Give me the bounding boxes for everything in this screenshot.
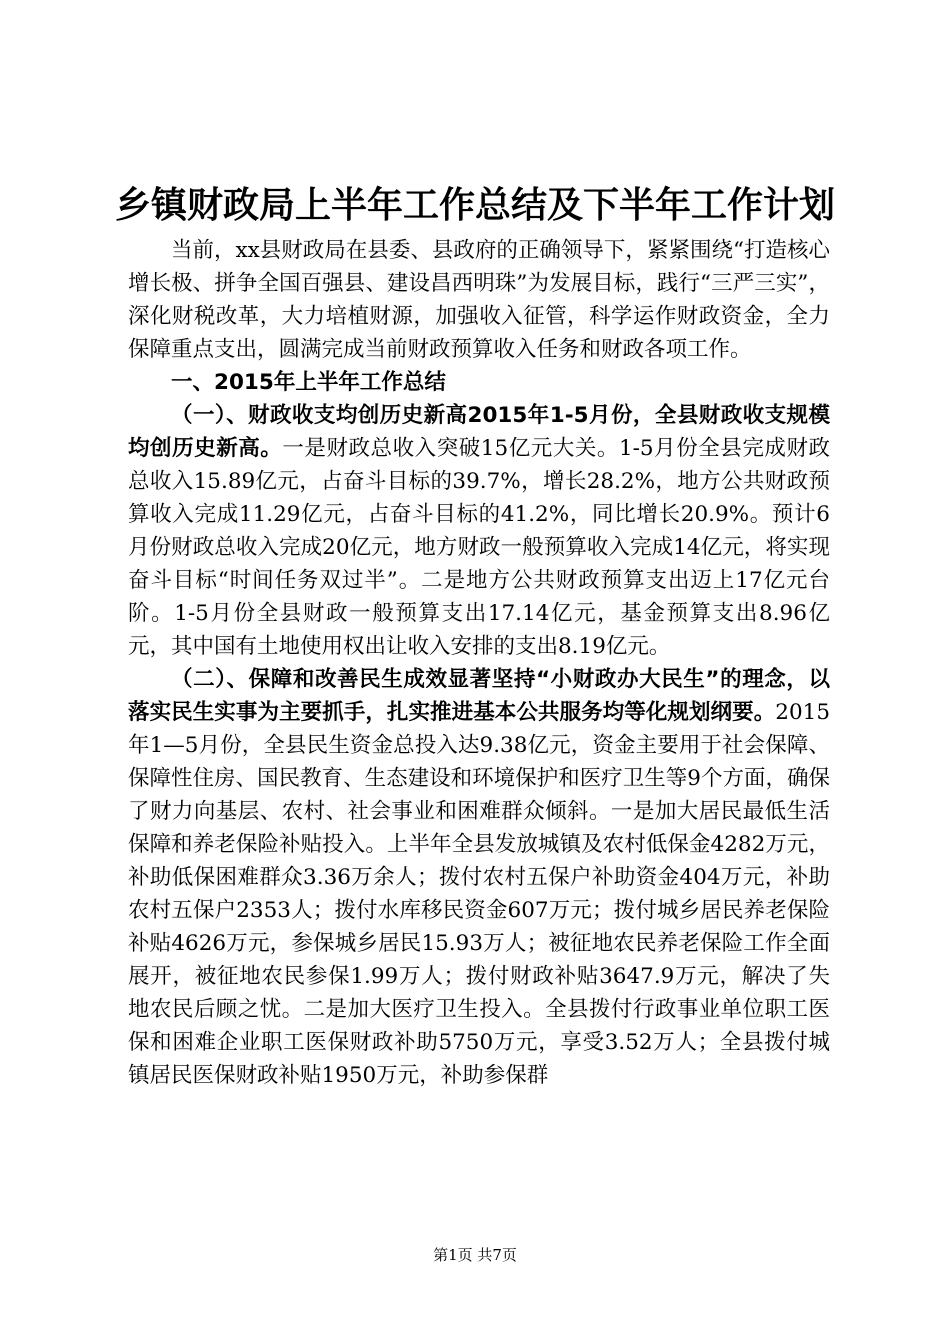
subsection-1-paragraph [128, 399, 830, 663]
subsection-2-text: 2015年1—5月份，全县民生资金总投入达9.38亿元，资金主要用于社会保障、保障性住房、国民教育、生态建设和环境保护和医疗卫生等9个方面，确保了财力向基层、农村、社会事业和困难群众倾斜。一是加大居民最低生活保障和养老保险补贴投入。上半年全县发放城镇及农村低保金4282万元，补助低保困难群众3.36万余人；拨付农村五保户补助资金404万元，补助农村五保户2353人；拨付水库移民资金607万元；拨付城乡居民养老保险补贴4626万元，参保城乡居民15.93万人；被征地农民养老保险工作全面展开，被征地农民参保1.99万人；拨付财政补贴3647.9万元，解决了失地农民后顾之忧。二是加大医疗卫生投入。全县拨付行政事业单位职工医保和困难企业职工医保财政补助5750万元，享受3.52万人；全县拨付城镇居民医保财政补贴1950万元，补助参保群 [128, 700, 830, 1088]
subsection-2-heading: （二）、保障和改善民生成效显著坚持“小财政办大民生”的理念，以落实民生实事为主要抓手，扎实推进基本公共服务均等化规划纲要。 [128, 667, 830, 725]
document-body [128, 234, 830, 1092]
subsection-2-paragraph [128, 663, 830, 1092]
section-heading: 一、2015年上半年工作总结 [171, 370, 446, 395]
subsection-1-text: 一是财政总收入突破15亿元大关。1-5月份全县完成财政总收入15.89亿元，占奋斗目标的39.7%，增长28.2%，地方公共财政预算收入完成11.29亿元，占奋斗目标的41.2%，同比增长20.9%。预计6月份财政总收入完成20亿元，地方财政一般预算收入完成14亿元，将实现奋斗目标“时间任务双过半”。二是地方公共财政预算支出迈上17亿元台阶。1-5月份全县财政一般预算支出17.14亿元，基金预算支出8.96亿元，其中国有土地使用权出让收入安排的支出8.19亿元。 [128, 436, 830, 659]
document-title: 乡镇财政局上半年工作总结及下半年工作计划 [114, 184, 835, 226]
subsection-1-heading: （一）、财政收支均创历史新高2015年1-5月份，全县财政收支规模均创历史新高。 [128, 403, 830, 461]
intro-paragraph: 当前，xx县财政局在县委、县政府的正确领导下，紧紧围绕“打造核心增长极、拼争全国百强县、建设昌西明珠”为发展目标，践行“三严三实”，深化财税改革，大力培植财源，加强收入征管，科学运作财政资金，全力保障重点支出，圆满完成当前财政预算收入任务和财政各项工作。 [128, 238, 830, 362]
page-footer: 第1页 共7页 [433, 1246, 517, 1264]
